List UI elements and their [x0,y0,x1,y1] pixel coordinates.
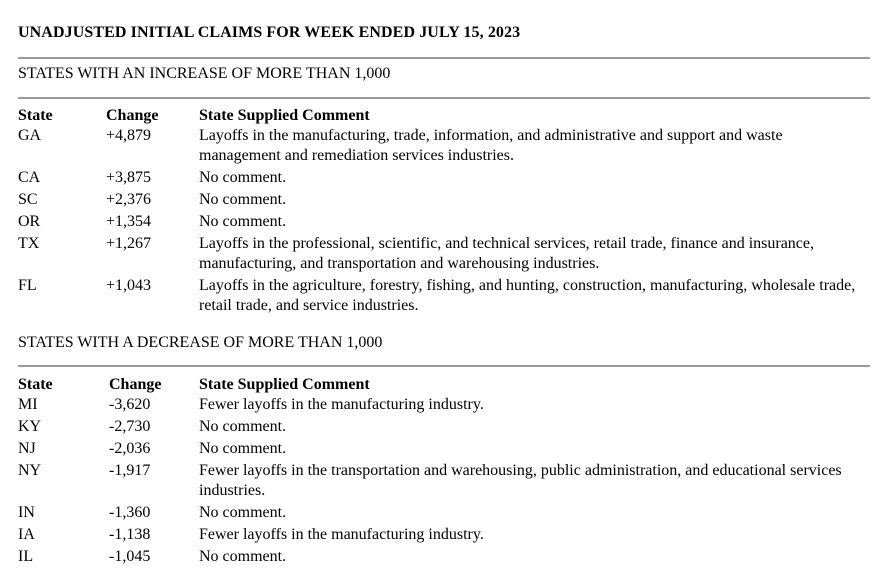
change-cell: -1,045 [109,548,151,565]
state-cell: IL [18,548,34,565]
change-cell: -1,138 [109,526,151,543]
decrease-header-row [18,375,859,395]
table-row [18,126,859,168]
state-cell: NJ [18,440,36,457]
state-cell: IN [18,504,35,521]
comment-cell: Fewer layoffs in the manufacturing industry. [199,526,484,543]
state-cell: KY [18,418,42,435]
table-row [18,212,859,234]
state-cell: CA [18,169,41,186]
change-cell: -2,036 [109,440,151,457]
increase-header-row [18,106,859,126]
change-column-header: Change [106,107,159,124]
comment-cell: Layoffs in the professional, scientific, and technical services, retail trade, finance and insurance, manufacturing, and transportation and warehousing industries. [199,235,815,272]
comment-cell: No comment. [199,213,287,230]
table-row [18,276,859,318]
change-column-header: Change [109,376,162,393]
change-cell: +2,376 [106,191,152,208]
page-title: UNADJUSTED INITIAL CLAIMS FOR WEEK ENDED JULY 15, 2023 [18,24,521,41]
comment-cell: Fewer layoffs in the transportation and warehousing, public administration, and educational services industries. [199,462,842,499]
change-cell: +1,267 [106,235,152,252]
state-cell: SC [18,191,38,208]
comment-column-header: State Supplied Comment [199,376,370,393]
table-row [18,234,859,276]
table-row [18,503,859,525]
state-column-header: State [18,376,53,393]
state-cell: IA [18,526,35,543]
table-row [18,439,859,461]
increase-section-heading: STATES WITH AN INCREASE OF MORE THAN 1,000 [18,65,391,82]
change-cell: +3,875 [106,169,152,186]
comment-cell: Layoffs in the agriculture, forestry, fishing, and hunting, construction, manufacturing, wholesale trade, retail trade, and service industries. [199,277,856,314]
change-cell: -1,917 [109,462,151,479]
increase-rows [18,126,859,318]
decrease-section-heading: STATES WITH A DECREASE OF MORE THAN 1,000 [18,334,383,351]
table-row [18,461,859,503]
comment-cell: No comment. [199,418,287,435]
change-cell: -2,730 [109,418,151,435]
state-cell: TX [18,235,40,252]
change-cell: -3,620 [109,396,151,413]
state-cell: NY [18,462,42,479]
comment-cell: No comment. [199,169,287,186]
state-cell: GA [18,127,42,144]
change-cell: +4,879 [106,127,152,144]
decrease-divider [18,365,870,367]
change-cell: +1,043 [106,277,152,294]
increase-table [18,106,859,318]
title-divider [18,57,870,59]
comment-cell: Layoffs in the manufacturing, trade, information, and administrative and support and waste management and remediation services industries. [199,127,783,164]
table-row [18,417,859,439]
table-row [18,395,859,417]
increase-divider [18,97,870,99]
table-row [18,190,859,212]
state-cell: FL [18,277,37,294]
comment-cell: No comment. [199,191,287,208]
comment-column-header: State Supplied Comment [199,107,370,124]
state-cell: OR [18,213,41,230]
comment-cell: No comment. [199,548,287,565]
table-row [18,525,859,547]
change-cell: +1,354 [106,213,152,230]
table-row [18,547,859,569]
decrease-rows [18,395,859,569]
comment-cell: Fewer layoffs in the manufacturing industry. [199,396,484,413]
comment-cell: No comment. [199,440,287,457]
state-cell: MI [18,396,38,413]
comment-cell: No comment. [199,504,287,521]
table-row [18,168,859,190]
decrease-table [18,375,859,569]
change-cell: -1,360 [109,504,151,521]
state-column-header: State [18,107,53,124]
